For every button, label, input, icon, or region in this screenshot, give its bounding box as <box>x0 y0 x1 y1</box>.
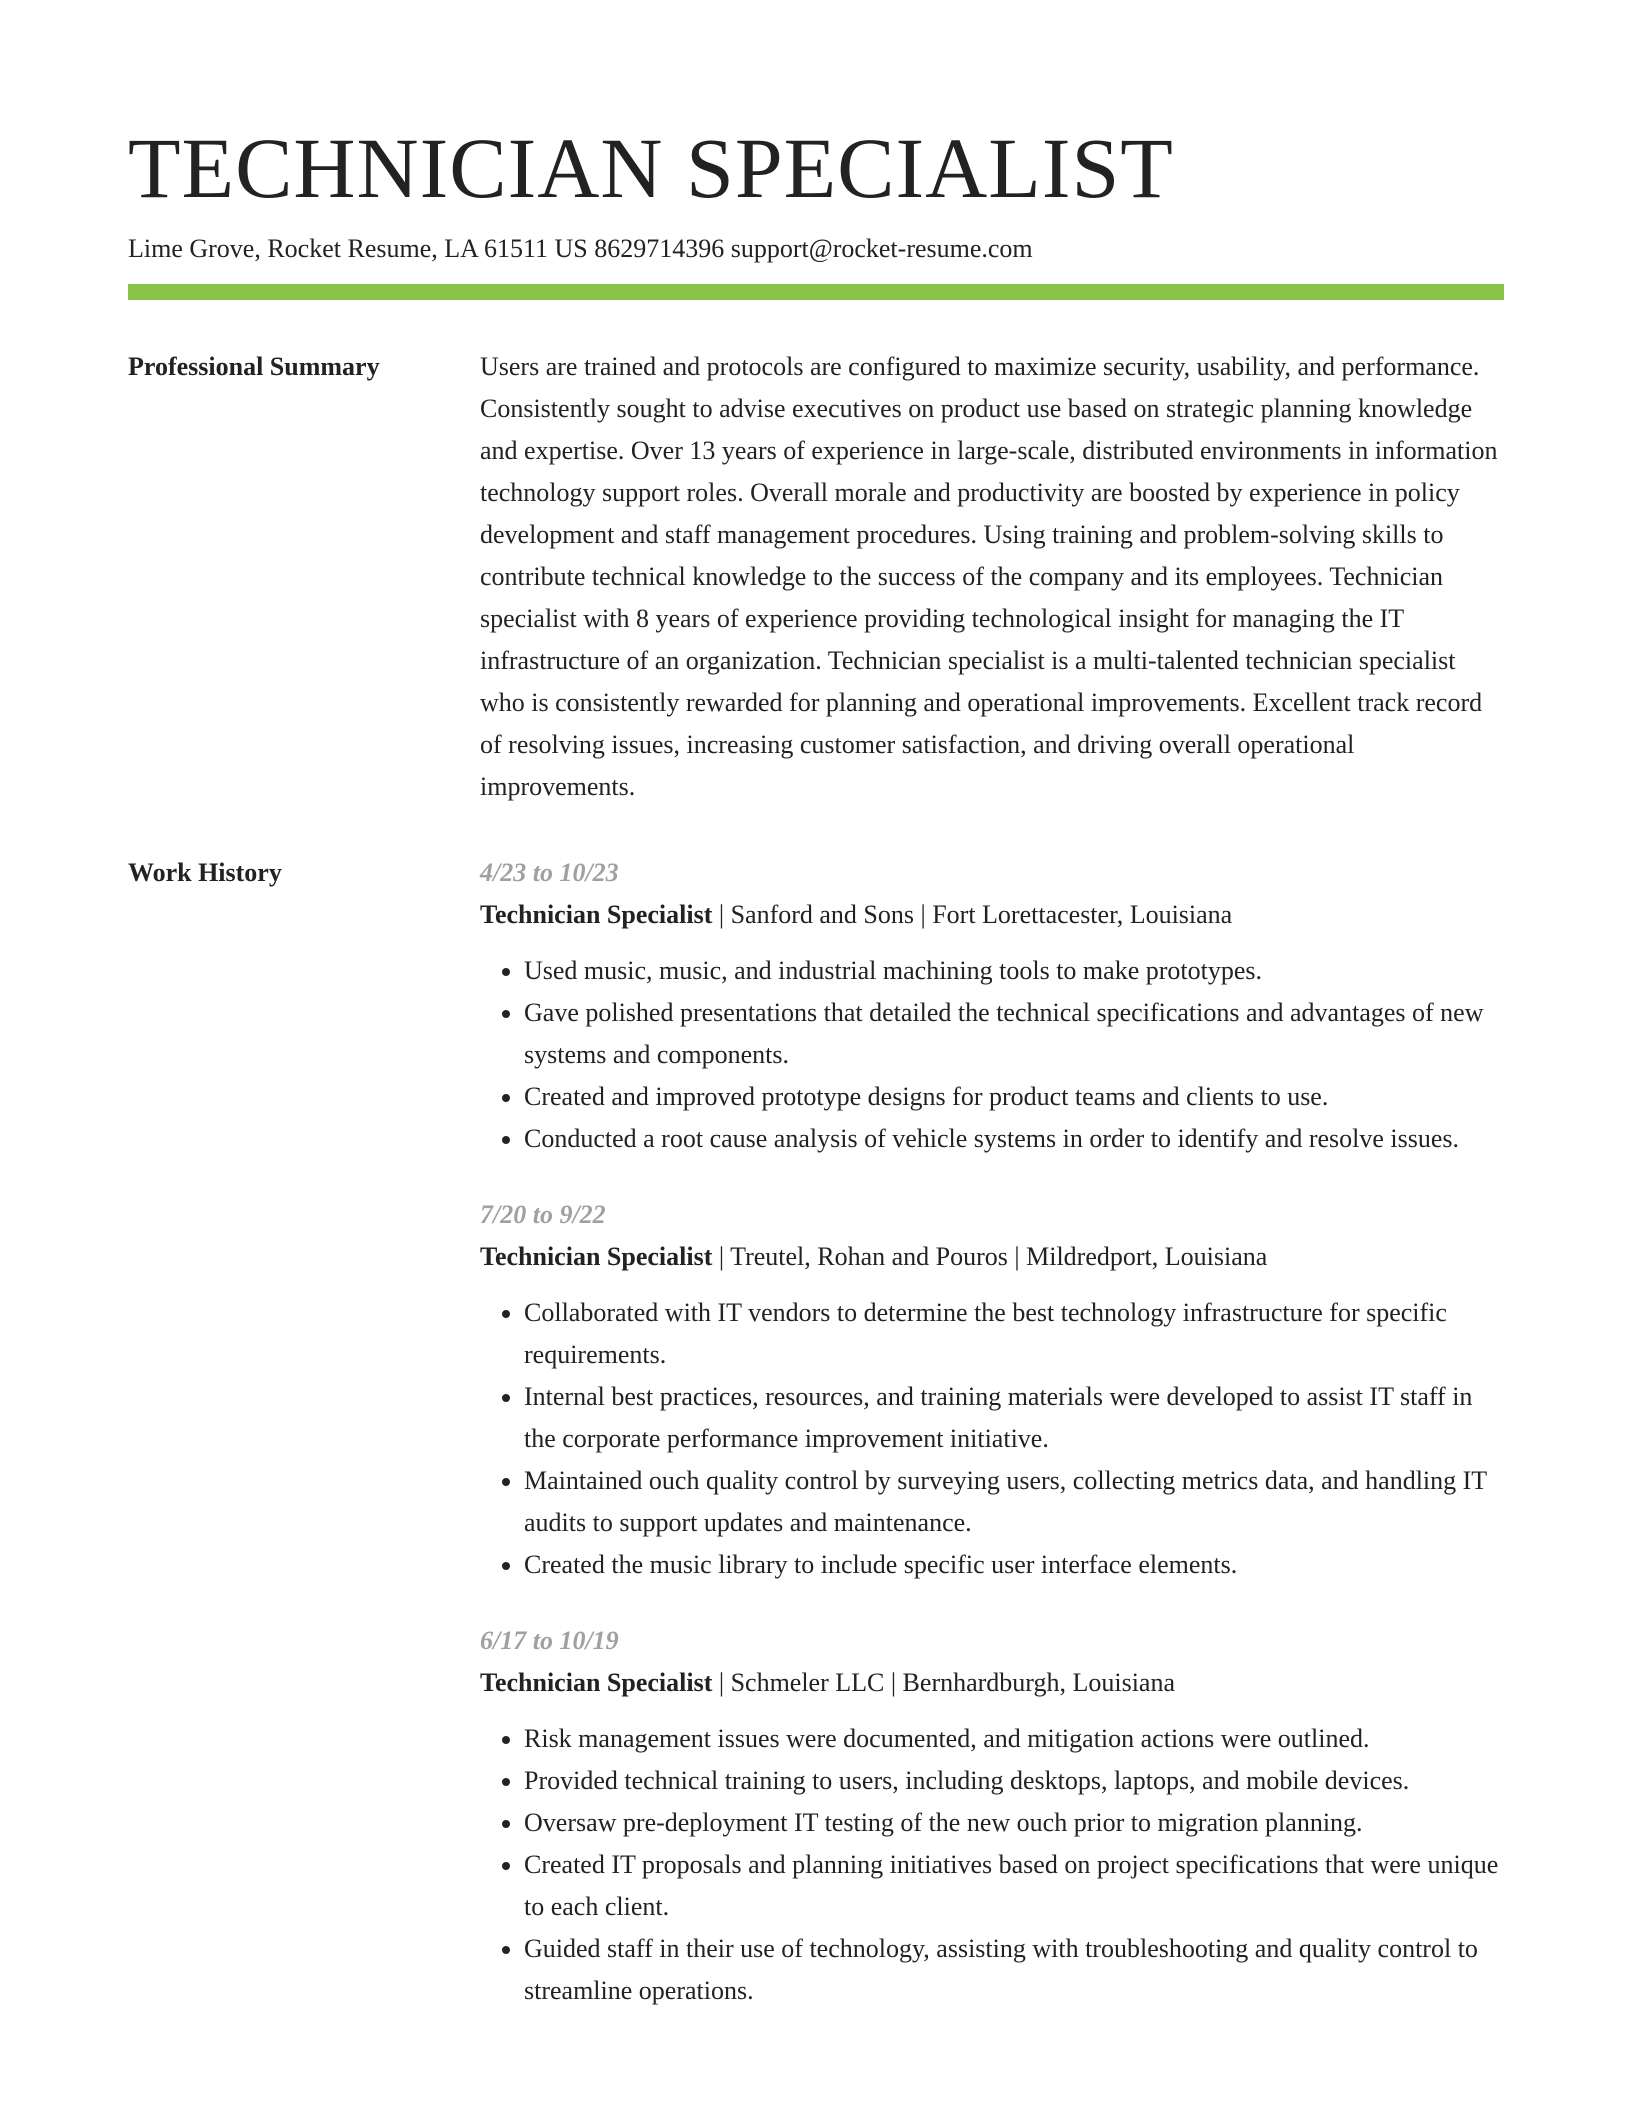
job-dates: 4/23 to 10/23 <box>480 858 619 887</box>
job-bullets <box>480 1292 1504 1586</box>
job-bullet: • Used music, music, and industrial machining tools to make prototypes. <box>524 950 1504 992</box>
job-bullet: • Gave polished presentations that detailed the technical specifications and advantages of new systems and components. <box>524 992 1504 1076</box>
contact-phone: 8629714396 <box>594 234 725 263</box>
job-title: Technician Specialist <box>480 900 713 929</box>
job-title: Technician Specialist <box>480 1242 713 1271</box>
contact-email: support@rocket-resume.com <box>730 234 1033 263</box>
contact-line <box>128 232 1504 266</box>
job-bullet: • Created IT proposals and planning initiatives based on project specifications that were unique to each client. <box>524 1844 1504 1928</box>
job-bullet: • Conducted a root cause analysis of vehicle systems in order to identify and resolve issues. <box>524 1118 1504 1160</box>
job-title-line <box>480 1662 1504 1704</box>
header-divider <box>128 284 1504 300</box>
job-bullets <box>480 950 1504 1160</box>
summary-label: Professional Summary <box>128 352 380 381</box>
summary-text: Users are trained and protocols are configured to maximize security, usability, and performance. Consistently sought to advise executives on product use based on strategic planning knowledge and expertise. Over 13 years of experience in large-scale, distributed environments in information technology support roles. Overall morale and productivity are boosted by experience in policy development and staff management procedures. Using training and problem-solving skills to contribute technical knowledge to the success of the company and its employees. Technician specialist with 8 years of experience providing technological insight for managing the IT infrastructure of an organization. Technician specialist is a multi-talented technician specialist who is consistently rewarded for planning and operational improvements. Excellent track record of resolving issues, increasing customer satisfaction, and driving overall operational improvements. <box>480 352 1498 801</box>
job-bullet: • Created the music library to include specific user interface elements. <box>524 1544 1504 1586</box>
job-dates: 7/20 to 9/22 <box>480 1200 606 1229</box>
job-bullet: • Created and improved prototype designs for product teams and clients to use. <box>524 1076 1504 1118</box>
job-entry <box>480 1194 1504 1586</box>
work-history-section <box>128 852 1504 2046</box>
job-bullet: • Maintained ouch quality control by surveying users, collecting metrics data, and handling IT audits to support updates and maintenance. <box>524 1460 1504 1544</box>
contact-address: Lime Grove, Rocket Resume, LA 61511 US <box>128 234 588 263</box>
job-details: | Schmeler LLC | Bernhardburgh, Louisiana <box>712 1668 1176 1697</box>
job-bullet: • Collaborated with IT vendors to determine the best technology infrastructure for specific requirements. <box>524 1292 1504 1376</box>
work-history-body <box>480 852 1504 2046</box>
resume-name: TECHNICIAN SPECIALIST <box>128 120 1174 216</box>
job-details: | Sanford and Sons | Fort Lorettacester, Louisiana <box>712 900 1233 929</box>
job-title-line <box>480 894 1504 936</box>
job-dates: 6/17 to 10/19 <box>480 1626 619 1655</box>
job-bullet: • Oversaw pre-deployment IT testing of the new ouch prior to migration planning. <box>524 1802 1504 1844</box>
summary-body <box>480 346 1504 808</box>
job-entry <box>480 852 1504 1160</box>
job-bullet: • Guided staff in their use of technology, assisting with troubleshooting and quality control to streamline operations. <box>524 1928 1504 2012</box>
work-history-label: Work History <box>128 858 282 887</box>
job-title: Technician Specialist <box>480 1668 713 1697</box>
job-entry <box>480 1620 1504 2012</box>
job-bullet: • Provided technical training to users, including desktops, laptops, and mobile devices. <box>524 1760 1504 1802</box>
job-title-line <box>480 1236 1504 1278</box>
job-bullet: • Internal best practices, resources, and training materials were developed to assist IT staff in the corporate performance improvement initiative. <box>524 1376 1504 1460</box>
job-bullet: • Risk management issues were documented, and mitigation actions were outlined. <box>524 1718 1504 1760</box>
job-details: | Treutel, Rohan and Pouros | Mildredport, Louisiana <box>712 1242 1268 1271</box>
job-bullets <box>480 1718 1504 2012</box>
summary-section <box>128 346 1504 808</box>
